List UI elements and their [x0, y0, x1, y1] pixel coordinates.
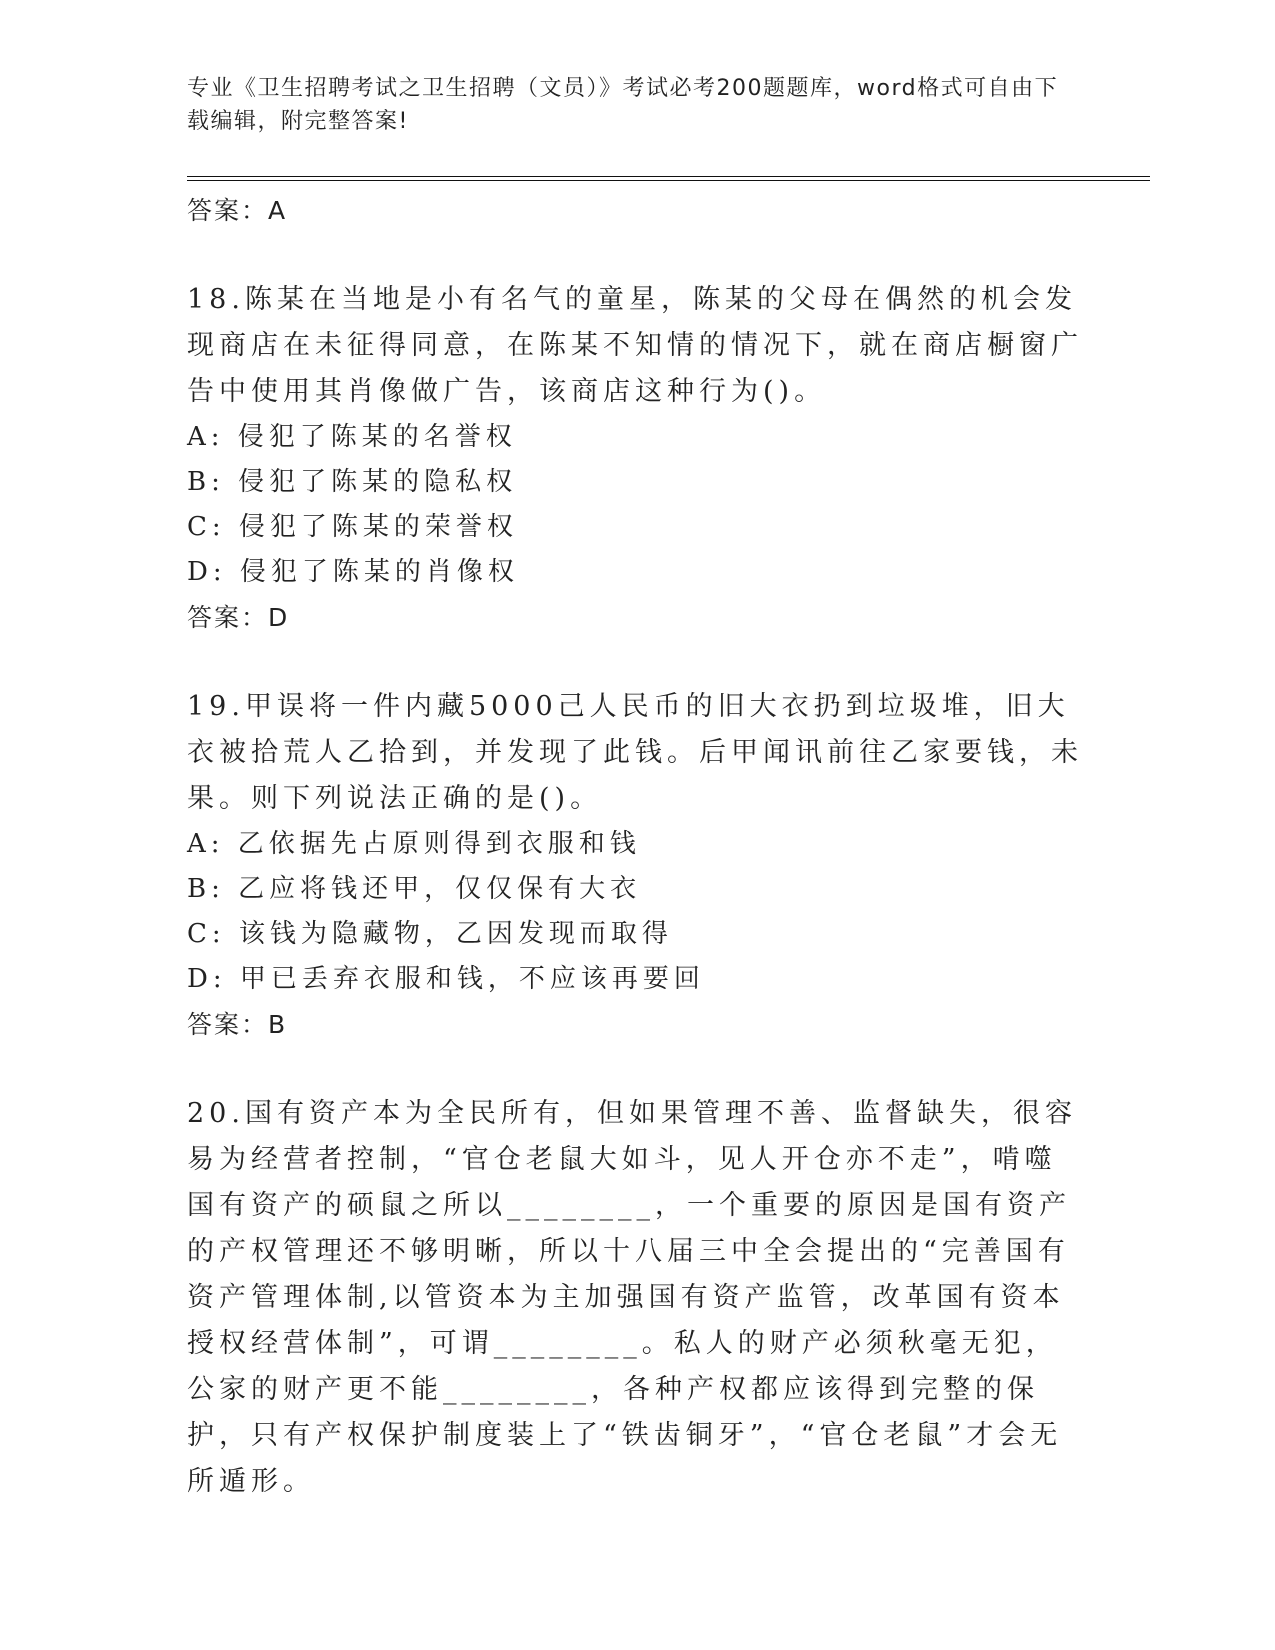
- document-body: [187, 188, 1087, 1505]
- option-d: D: 甲已丢弃衣服和钱，不应该再要回: [187, 964, 705, 994]
- option-b: B: 乙应将钱还甲，仅仅保有大衣: [187, 874, 642, 904]
- question-stem: 20.国有资产本为全民所有，但如果管理不善、监督缺失，很容易为经营者控制，“官仓老鼠大如斗，见人开仓亦不走”，啃噬国有资产的硕鼠之所以________，一个重要的原因是国有资产的产权管理还不够明晰，所以十八届三中全会提出的“完善国有资产管理体制,以管资本为主加强国有资产监管，改革国有资本授权经营体制”，可谓________。私人的财产必须秋毫无犯，公家的财产更不能________，各种产权都应该得到完整的保护，只有产权保护制度装上了“铁齿铜牙”，“官仓老鼠”才会无所遁形。: [187, 1098, 1077, 1497]
- question-19: [187, 684, 1087, 1047]
- answer-line: 答案：B: [187, 1010, 288, 1039]
- header-rule-top: [187, 176, 1150, 177]
- option-d: D: 侵犯了陈某的肖像权: [187, 557, 519, 587]
- question-20: [187, 1091, 1087, 1505]
- option-c: C: 该钱为隐藏物，乙因发现而取得: [187, 919, 673, 949]
- question-18: [187, 277, 1087, 640]
- option-a: A: 乙依据先占原则得到衣服和钱: [187, 829, 641, 859]
- answer-line: 答案：D: [187, 603, 290, 632]
- header-rule-bottom: [187, 180, 1150, 181]
- page-header: 专业《卫生招聘考试之卫生招聘（文员）》考试必考200题题库，word格式可自由下载编辑，附完整答案!: [187, 76, 1059, 134]
- answer-line: 答案：A: [187, 196, 288, 225]
- question-stem: 19.甲误将一件内藏5000己人民币的旧大衣扔到垃圾堆，旧大衣被拾荒人乙拾到，并发现了此钱。后甲闻讯前往乙家要钱，未果。则下列说法正确的是()。: [187, 691, 1083, 814]
- question-stem: 18.陈某在当地是小有名气的童星，陈某的父母在偶然的机会发现商店在未征得同意，在陈某不知情的情况下，就在商店橱窗广告中使用其肖像做广告，该商店这种行为()。: [187, 284, 1083, 407]
- option-a: A: 侵犯了陈某的名誉权: [187, 422, 517, 452]
- option-c: C: 侵犯了陈某的荣誉权: [187, 512, 518, 542]
- option-b: B: 侵犯了陈某的隐私权: [187, 467, 518, 497]
